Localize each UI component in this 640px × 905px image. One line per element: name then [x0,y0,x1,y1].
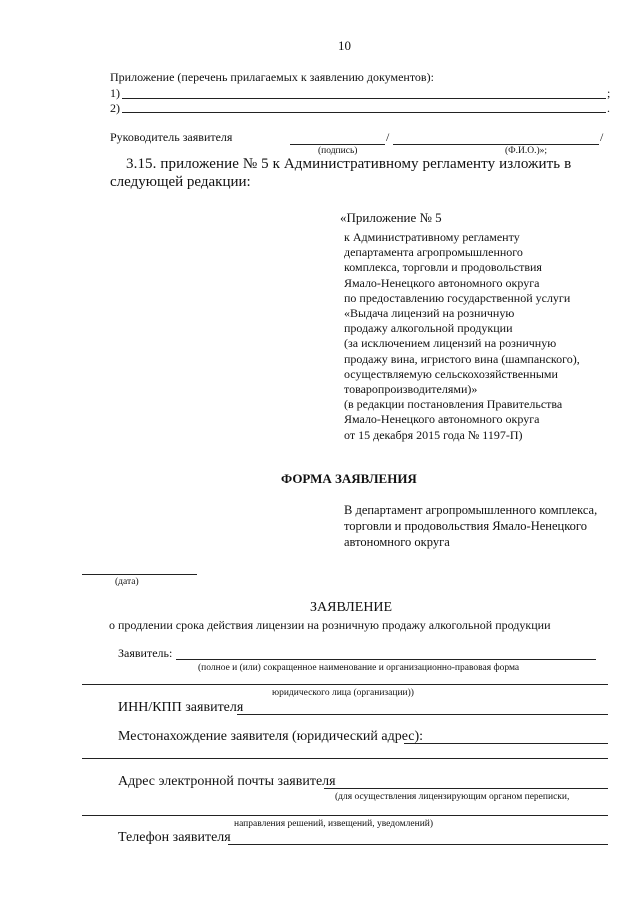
appendix-line: Ямало-Ненецкого автономного округа [344,275,540,290]
email-input-line-2[interactable] [82,815,608,816]
addressee [344,502,597,550]
signature-name-line[interactable] [393,144,599,145]
inn-label: ИНН/КПП заявителя [118,700,244,715]
applicant-hint-1: (полное и (или) сокращенное наименование и организационно-правовая форма [198,663,520,673]
attachment-item-2-number: 2) [110,101,120,115]
attachment-item-2-end: . [607,101,610,115]
application-subtitle: о продлении срока действия лицензии на розничную продажу алкогольной продукции [109,618,551,632]
email-input-line[interactable] [324,788,608,789]
appendix-line: департамента агропромышленного [344,245,523,260]
attachment-item-2-line[interactable] [122,112,606,113]
application-title: ЗАЯВЛЕНИЕ [310,600,393,615]
signature-slash-1: / [386,130,390,144]
applicant-hint-2: юридического лица (организации)) [272,688,414,698]
email-label: Адрес электронной почты заявителя [118,774,336,789]
applicant-label: Заявитель: [118,646,173,660]
applicant-input-line[interactable] [176,659,596,660]
clause-line-2: следующей редакции: [110,174,251,190]
appendix-line: от 15 декабря 2015 года № 1197-П) [344,427,523,442]
phone-input-line[interactable] [228,844,608,845]
date-hint: (дата) [115,577,139,587]
appendix-line: Ямало-Ненецкого автономного округа [344,412,540,427]
inn-input-line[interactable] [237,714,608,715]
email-hint-2: направления решений, извещений, уведомлений) [234,819,434,829]
attachment-item-1-line[interactable] [122,98,606,99]
page-number: 10 [338,38,351,53]
addressee-line: автономного округа [344,535,450,549]
email-hint-1: (для осуществления лицензирующим органом переписки, [335,792,570,802]
addressee-line: В департамент агропромышленного комплекса, [344,503,598,517]
attachment-item-1-number: 1) [110,86,120,100]
attachment-item-1-end: ; [607,86,611,100]
appendix-line: продажу вина, игристого вина (шампанского), [344,351,580,366]
date-line[interactable] [82,574,197,575]
address-input-line-2[interactable] [82,758,608,759]
appendix-line: продажу алкогольной продукции [344,321,513,336]
signature-line[interactable] [290,144,385,145]
phone-label: Телефон заявителя [118,830,231,845]
signature-name-hint: (Ф.И.О.)»; [505,146,548,156]
appendix-title: «Приложение № 5 [340,210,442,225]
addressee-line: торговли и продовольствия Ямало-Ненецкого [344,519,587,533]
appendix-line: к Административному регламенту [344,230,520,244]
clause-line-1: 3.15. приложение № 5 к Административному регламенту изложить в [126,156,572,172]
appendix-line: товаропроизводителями)» [344,382,478,397]
address-input-line[interactable] [404,743,608,744]
appendix-line: (в редакции постановления Правительства [344,397,563,412]
appendix-line: по предоставлению государственной услуги [344,290,571,305]
address-label: Местонахождение заявителя (юридический адрес): [118,729,424,744]
appendix-line: «Выдача лицензий на розничную [344,306,515,321]
applicant-input-line-2[interactable] [82,684,608,685]
appendix-line: (за исключением лицензий на розничную [344,336,557,351]
signature-label: Руководитель заявителя [110,130,233,144]
appendix-line: осуществляемую сельскохозяйственными [344,366,558,381]
attachments-heading: Приложение (перечень прилагаемых к заявлению документов): [110,70,434,84]
appendix-description [344,230,580,443]
form-title: ФОРМА ЗАЯВЛЕНИЯ [281,471,417,486]
signature-hint: (подпись) [318,146,358,156]
signature-slash-2: / [600,130,604,144]
appendix-line: комплекса, торговли и продовольствия [344,260,542,275]
